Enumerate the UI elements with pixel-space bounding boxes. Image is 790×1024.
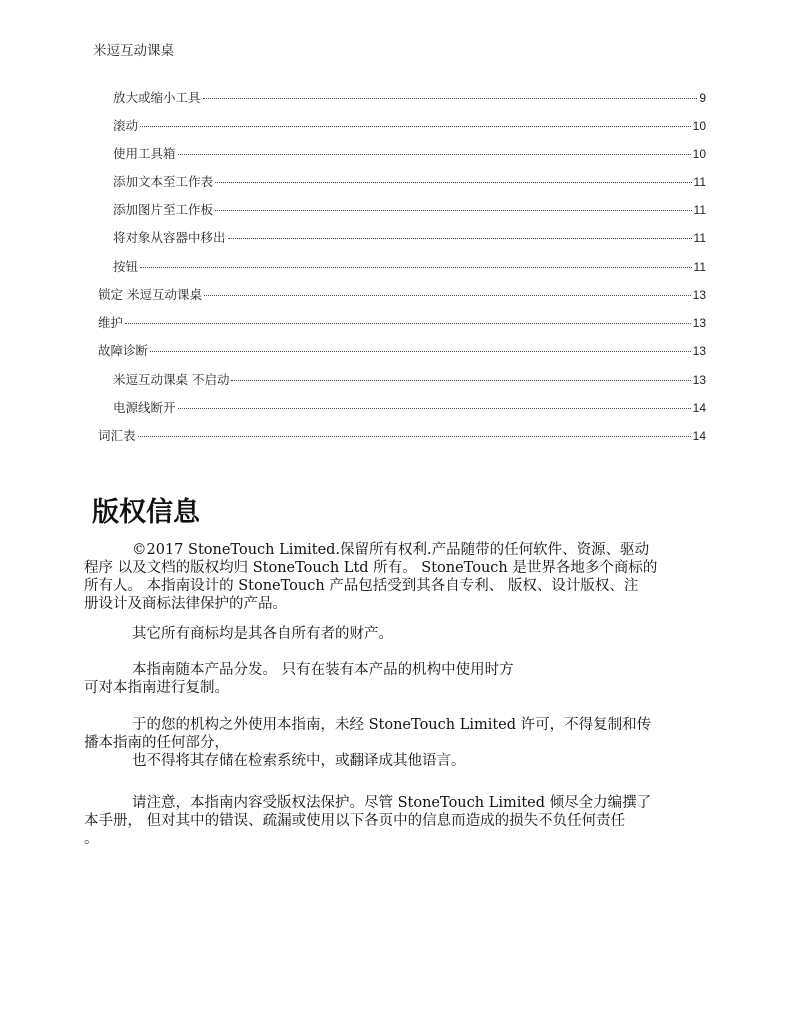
- paragraph-line: 请注意，本指南内容受版权法保护。尽管 StoneTouch Limited 倾尽全力编撰了: [132, 795, 652, 811]
- toc-entry-label: 滚动: [113, 118, 139, 133]
- toc-dot-leader: [204, 295, 691, 296]
- toc-entry-page: 10: [692, 147, 706, 161]
- toc-dot-leader: [138, 436, 691, 437]
- toc-entry[interactable]: [98, 341, 706, 361]
- paragraph-line: 播本指南的任何部分，: [84, 735, 229, 751]
- toc-entry-label: 词汇表: [98, 428, 136, 443]
- paragraph-line: ©2017 StoneTouch Limited.保留所有权利.产品随带的任何软件、资源、驱动: [132, 542, 650, 558]
- toc-entry-label: 添加图片至工作板: [113, 202, 214, 217]
- toc-entry-label: 添加文本至工作表: [113, 174, 214, 189]
- running-header: 米逗互动课桌: [93, 43, 174, 59]
- toc-dot-leader: [215, 210, 692, 211]
- paragraph-line: 。: [84, 831, 99, 847]
- toc-entry-page: 13: [692, 316, 706, 330]
- paragraph-line: 程序 以及文档的版权均归 StoneTouch Ltd 所有。 StoneTouch 是世界各地多个商标的: [84, 560, 658, 576]
- toc-entry[interactable]: [113, 144, 706, 164]
- copyright-paragraph-3: [84, 661, 700, 697]
- toc-entry-page: 14: [692, 429, 706, 443]
- toc-entry[interactable]: [113, 88, 706, 108]
- copyright-paragraph-5: [84, 794, 700, 848]
- toc-entry-page: 11: [693, 175, 706, 189]
- toc-entry-label: 故障诊断: [98, 343, 149, 358]
- toc-entry[interactable]: [98, 426, 706, 446]
- paragraph-line: 册设计及商标法律保护的产品。: [84, 596, 287, 612]
- toc-entry-page: 13: [692, 288, 706, 302]
- toc-dot-leader: [150, 351, 691, 352]
- toc-entry[interactable]: [113, 172, 706, 192]
- toc-entry-page: 14: [692, 401, 706, 415]
- paragraph-line: 本指南随本产品分发。 只有在装有本产品的机构中使用时方: [132, 662, 514, 678]
- toc-entry[interactable]: [113, 228, 706, 248]
- toc-dot-leader: [140, 267, 692, 268]
- toc-entry-page: 11: [693, 231, 706, 245]
- toc-dot-leader: [125, 323, 691, 324]
- copyright-paragraph-4: [84, 716, 700, 770]
- toc-entry[interactable]: [113, 398, 706, 418]
- toc-entry[interactable]: [113, 116, 706, 136]
- paragraph-line: 可对本指南进行复制。: [84, 680, 229, 696]
- toc-dot-leader: [203, 98, 698, 99]
- toc-entry-label: 将对象从容器中移出: [113, 230, 226, 245]
- toc-entry[interactable]: [113, 370, 706, 390]
- paragraph-line: 也不得将其存储在检索系统中，或翻译成其他语言。: [132, 753, 466, 769]
- copyright-paragraph-1: [84, 541, 700, 613]
- toc-entry[interactable]: [113, 257, 706, 277]
- toc-entry-page: 11: [693, 260, 706, 274]
- toc-dot-leader: [178, 408, 691, 409]
- toc-entry-page: 11: [693, 203, 706, 217]
- paragraph-line: 其它所有商标均是其各自所有者的财产。: [132, 626, 393, 642]
- toc-entry[interactable]: [113, 200, 706, 220]
- paragraph-line: 于的您的机构之外使用本指南，未经 StoneTouch Limited 许可，不得复制和传: [132, 717, 652, 733]
- toc-dot-leader: [178, 154, 691, 155]
- toc-entry[interactable]: [98, 285, 706, 305]
- section-title: 版权信息: [92, 497, 200, 528]
- toc-entry-page: 13: [692, 344, 706, 358]
- toc-dot-leader: [228, 238, 692, 239]
- toc-entry[interactable]: [98, 313, 706, 333]
- toc-entry-page: 9: [699, 91, 706, 105]
- toc-entry-label: 维护: [98, 315, 124, 330]
- paragraph-line: 本手册， 但对其中的错误、疏漏或使用以下各页中的信息而造成的损失不负任何责任: [84, 813, 626, 829]
- paragraph-line: 所有人。 本指南设计的 StoneTouch 产品包括受到其各自专利、 版权、设计版权、注: [84, 578, 639, 594]
- toc-entry-label: 按钮: [113, 259, 139, 274]
- toc-entry-label: 使用工具箱: [113, 146, 176, 161]
- toc-entry-label: 锁定 米逗互动课桌: [98, 287, 202, 302]
- toc-dot-leader: [231, 380, 690, 381]
- toc-entry-label: 放大或缩小工具: [113, 90, 201, 105]
- toc-entry-page: 13: [692, 373, 706, 387]
- copyright-paragraph-2: [84, 625, 700, 643]
- toc-dot-leader: [140, 126, 691, 127]
- toc-entry-label: 米逗互动课桌 不启动: [113, 372, 230, 387]
- toc-entry-page: 10: [692, 119, 706, 133]
- toc-dot-leader: [215, 182, 692, 183]
- toc-entry-label: 电源线断开: [113, 400, 176, 415]
